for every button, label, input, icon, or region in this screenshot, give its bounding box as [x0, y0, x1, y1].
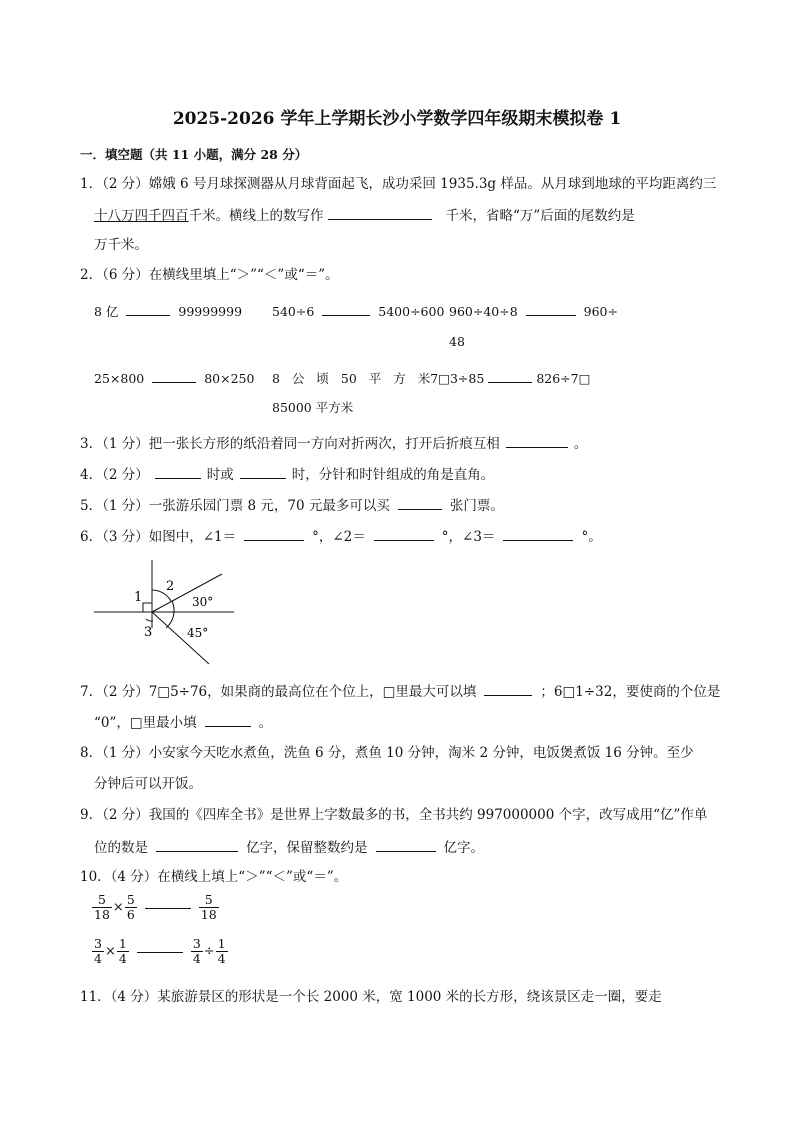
q2-r2c2 [272, 368, 590, 388]
q6-blank-1[interactable] [244, 526, 304, 541]
q10-r2-fraction-4 [216, 937, 228, 966]
q2-blank-1[interactable] [126, 301, 170, 316]
q10-r1-fraction-3 [199, 893, 219, 922]
q2-blank-4[interactable] [152, 368, 196, 383]
page-title: 2025-2026 学年上学期长沙小学数学四年级期末模拟卷 1 [172, 109, 622, 129]
q4-text-a: 4．（2 分） [80, 467, 149, 483]
denominator: 6 [126, 907, 135, 922]
q6-line [80, 526, 602, 546]
q7-text-c: “0”，□里最小填 [94, 715, 197, 731]
q2-heading: 2．（6 分）在横线里填上“＞”“＜”或“＝”。 [80, 267, 339, 283]
q7-text-a: 7．（2 分）7□5÷76，如果商的最高位在个位上，□里最大可以填 [80, 684, 477, 700]
q1-text-b1: 千米。横线上的数写作 [188, 208, 324, 224]
q2-r2c2-left: 8 公 顷 50 平 方 米 [272, 371, 431, 386]
q9-line2 [94, 837, 484, 857]
q10-row-2 [92, 937, 228, 966]
q4-blank-1[interactable] [155, 464, 201, 479]
q3-text: 3．（1 分）把一张长方形的纸沿着同一方向对折两次，打开后折痕互相 [80, 436, 500, 452]
q7-line1 [80, 681, 720, 701]
q2-r1c3 [449, 301, 618, 321]
q10-r1-fraction-1 [92, 893, 112, 922]
q1-blank-1[interactable] [328, 205, 432, 220]
q10-row-1 [92, 893, 219, 922]
q5-text-a: 5．（1 分）一张游乐园门票 8 元，70 元最多可以买 [80, 498, 390, 514]
q2-r2c1 [94, 368, 254, 388]
angle-label-1: 1 [134, 590, 143, 605]
q2-r1c2-left: 540÷6 [272, 304, 315, 319]
q1-line1: 1．（2 分）嫦娥 6 号月球探测器从月球背面起飞，成功采回 1935.3g 样品。从月球到地球的平均距离约三 [80, 176, 717, 192]
numerator: 3 [192, 936, 201, 951]
numerator: 1 [118, 936, 127, 951]
q2-blank-3[interactable] [526, 301, 576, 316]
q6-text-a: 6．（3 分）如图中，∠1＝ [80, 529, 237, 545]
angle-label-45: 45° [187, 626, 209, 640]
angle-label-30: 30° [192, 595, 214, 609]
q9-text-d: 亿字。 [443, 840, 484, 856]
denominator: 4 [192, 951, 201, 966]
q4-line [80, 464, 494, 484]
q6-blank-2[interactable] [374, 526, 434, 541]
q10-r1-fraction-2 [125, 893, 137, 922]
denominator: 18 [200, 907, 217, 922]
q4-text-c: 时，分针和时针组成的角是直角。 [291, 467, 495, 483]
q3-end: 。 [573, 436, 588, 452]
q2-r2c2-right: 826÷7□ [536, 371, 591, 386]
q2-r1c1-left: 8 亿 [94, 304, 119, 319]
times-sign: × [104, 944, 116, 959]
q9-blank-2[interactable] [376, 837, 436, 852]
q8-line1: 8．（1 分）小安家今天吃水煮鱼，洗鱼 6 分，煮鱼 10 分钟，淘米 2 分钟，电饭煲煮饭 16 分钟。至少 [80, 745, 694, 761]
q2-blank-2[interactable] [322, 301, 370, 316]
q10-heading: 10．（4 分）在横线上填上“＞”“＜”或“＝”。 [80, 869, 348, 885]
numerator: 5 [126, 892, 135, 907]
q2-r1c1-right: 99999999 [178, 304, 243, 319]
numerator: 5 [92, 893, 112, 908]
q4-blank-2[interactable] [240, 464, 286, 479]
q2-r2c1-right: 80×250 [204, 371, 255, 386]
q6-text-b: °，∠2＝ [312, 529, 366, 545]
q4-text-b: 时或 [206, 467, 234, 483]
q6-text-d: °。 [581, 529, 602, 545]
q7-text-b: ；6□1÷32，要使商的个位是 [540, 684, 721, 700]
q7-blank-1[interactable] [484, 681, 532, 696]
q6-text-c: °，∠3＝ [441, 529, 496, 545]
q9-line1: 9．（2 分）我国的《四库全书》是世界上字数最多的书，全书共约 997000000 个字，改写成用“亿”作单 [80, 807, 708, 823]
q3-line [80, 433, 587, 453]
q7-line2 [94, 712, 272, 732]
right-angle-mark [143, 603, 152, 612]
q5-line [80, 495, 504, 515]
q10-r2-fraction-2 [117, 937, 129, 966]
q10-blank-2[interactable] [137, 951, 183, 953]
q2-r1c3-right: 960÷ [583, 304, 618, 319]
angle-figure [90, 556, 240, 668]
q10-blank-1[interactable] [145, 907, 191, 909]
q8-line2: 分钟后可以开饭。 [94, 776, 202, 792]
q11-line1: 11．（4 分）某旅游景区的形状是一个长 2000 米，宽 1000 米的长方形，绕该景区走一圈，要走 [80, 989, 662, 1005]
q1-line3: 万千米。 [94, 237, 148, 253]
denominator: 4 [118, 951, 127, 966]
q2-r1c2-right: 5400÷600 [378, 304, 445, 319]
q2-r1c1 [94, 301, 242, 321]
numerator: 3 [94, 936, 102, 951]
q9-blank-1[interactable] [156, 837, 238, 852]
q1-line2 [94, 205, 635, 225]
q10-r2-fraction-1 [92, 937, 104, 966]
q5-text-b: 张门票。 [449, 498, 504, 514]
q2-r1c3-left: 960÷40÷8 [449, 304, 518, 319]
denominator: 4 [94, 951, 102, 966]
q6-blank-3[interactable] [503, 526, 573, 541]
times-sign: × [112, 900, 124, 915]
q1-text-b2: 千米，省略“万”后面的尾数约是 [445, 208, 635, 224]
divide-sign: ÷ [203, 944, 215, 959]
q2-r1c2 [272, 301, 444, 321]
q2-r1c3-cont: 48 [449, 334, 465, 349]
q5-blank[interactable] [398, 495, 442, 510]
angle-label-3: 3 [144, 625, 153, 640]
q2-r2c2-mid: 7□3÷85 [430, 371, 485, 386]
q7-blank-2[interactable] [205, 712, 251, 727]
q1-underlined-number: 十八万四千四百 [94, 208, 189, 224]
denominator: 4 [217, 951, 226, 966]
q2-blank-5[interactable] [488, 368, 532, 383]
denominator: 18 [94, 907, 110, 922]
q2-r2c1-left: 25×800 [94, 371, 145, 386]
section-heading: 一．填空题（共 11 小题，满分 28 分） [80, 147, 308, 162]
q7-text-d: 。 [258, 715, 273, 731]
q10-r2-fraction-3 [191, 937, 203, 966]
q9-text-b: 位的数是 [94, 840, 148, 856]
q3-blank[interactable] [506, 433, 568, 448]
numerator: 1 [217, 936, 226, 951]
angle-label-2: 2 [166, 579, 175, 594]
q9-text-c: 亿字，保留整数约是 [246, 840, 368, 856]
numerator: 5 [199, 893, 219, 908]
q2-r2c2-cont: 85000 平方米 [272, 400, 354, 415]
angle-30-arc [166, 601, 174, 628]
